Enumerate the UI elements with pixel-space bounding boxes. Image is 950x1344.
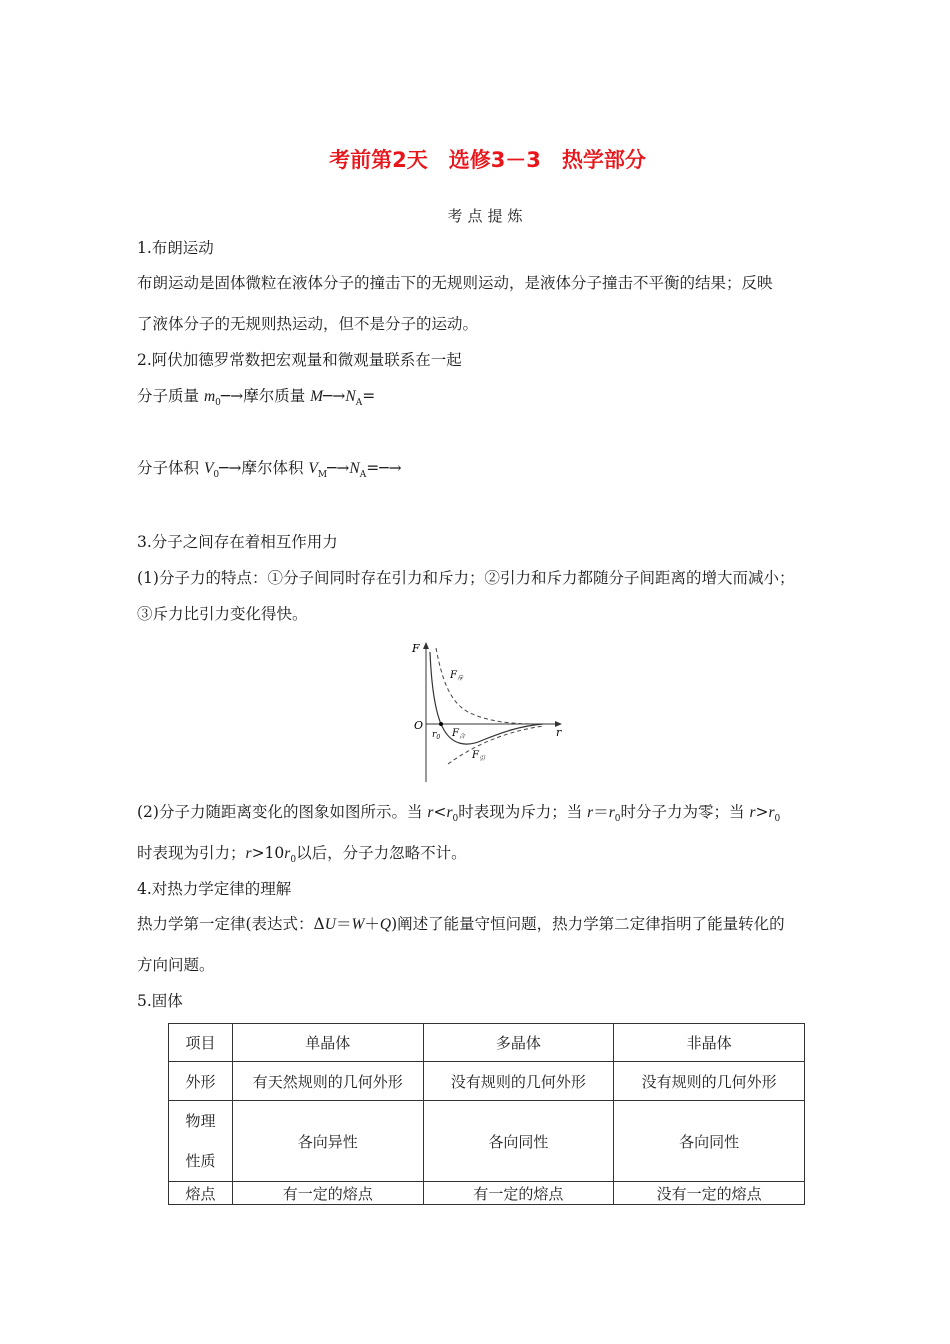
table-cell: 各向同性 [614,1101,805,1182]
section-subtitle: 考点提炼 [447,207,528,225]
f-attract-label: $F_引$ [472,750,485,762]
table-row [169,1062,805,1101]
y-axis-arrow [423,642,429,649]
table-row-label: 熔点 [169,1182,233,1205]
table-cell: 没有规则的几何外形 [614,1062,805,1101]
paragraph-thermo-1: 热力学第一定律(表达式：ΔU＝W＋Q)阐述了能量守恒问题，热力学第二定律指明了能量转化的 [137,915,785,933]
origin-label: O [414,719,424,732]
r0-point [439,722,443,726]
molecular-force-graph [408,640,568,785]
table-cell: 各向异性 [232,1101,423,1182]
formula-molecular-volume: 分子体积 $V_0─\to$摩尔体积 $V_M─\to N_A=─\to$ [137,459,402,481]
paragraph-force-1: (1)分子力的特点：①分子间同时存在引力和斥力；②引力和斥力都随分子间距离的增大而减小； [137,569,795,587]
net-force-curve [430,652,543,744]
table-header: 非晶体 [614,1024,805,1062]
paragraph-force-3: (2)分子力随距离变化的图象如图所示。当 $r<r_0$时表现为斥力；当 $r=r_0$时分子力为零；当 $r>r_0$ [137,803,781,825]
table-row-label: 外形 [169,1062,233,1101]
paragraph-brownian-1: 布朗运动是固体微粒在液体分子的撞击下的无规则运动，是液体分子撞击不平衡的结果；反映 [137,274,773,292]
f-net-label: $F_合$ [452,728,465,740]
heading-molecular-force: 3.分子之间存在着相互作用力 [137,533,338,551]
heading-brownian: 1.布朗运动 [137,239,214,257]
table-cell: 有一定的熔点 [423,1182,614,1205]
table-row [169,1182,805,1205]
table-header: 单晶体 [232,1024,423,1062]
table-row-label: 物理 性质 [169,1101,233,1182]
heading-avogadro: 2.阿伏加德罗常数把宏观量和微观量联系在一起 [137,351,462,369]
solids-table [168,1023,805,1205]
table-row [169,1101,805,1182]
table-header-row [169,1024,805,1062]
table-header: 多晶体 [423,1024,614,1062]
table-cell: 各向同性 [423,1101,614,1182]
y-axis-label: F [412,642,420,655]
heading-thermodynamics: 4.对热力学定律的理解 [137,880,292,898]
f-repulse-label: $F_斥$ [450,670,463,682]
x-axis-label: r [556,726,562,739]
paragraph-force-4: 时表现为引力；$r>10r_0$以后，分子力忽略不计。 [137,844,467,866]
formula-molecular-mass: 分子质量 $m_0─\to$摩尔质量 $M─\to N_A=$ [137,387,376,409]
paragraph-brownian-2: 了液体分子的无规则热运动，但不是分子的运动。 [137,315,479,333]
heading-solids: 5.固体 [137,992,183,1010]
table-cell: 没有规则的几何外形 [423,1062,614,1101]
attractive-force-curve [448,726,543,764]
table-cell: 有一定的熔点 [232,1182,423,1205]
paragraph-thermo-2: 方向问题。 [137,956,215,974]
table-cell: 有天然规则的几何外形 [232,1062,423,1101]
table-header: 项目 [169,1024,233,1062]
table-cell: 没有一定的熔点 [614,1182,805,1205]
page-title: 考前第2天 选修3－3 热学部分 [329,148,646,172]
repulsive-force-curve [436,648,538,724]
paragraph-force-2: ③斥力比引力变化得快。 [137,605,308,623]
r0-label: $r_0$ [432,730,441,741]
